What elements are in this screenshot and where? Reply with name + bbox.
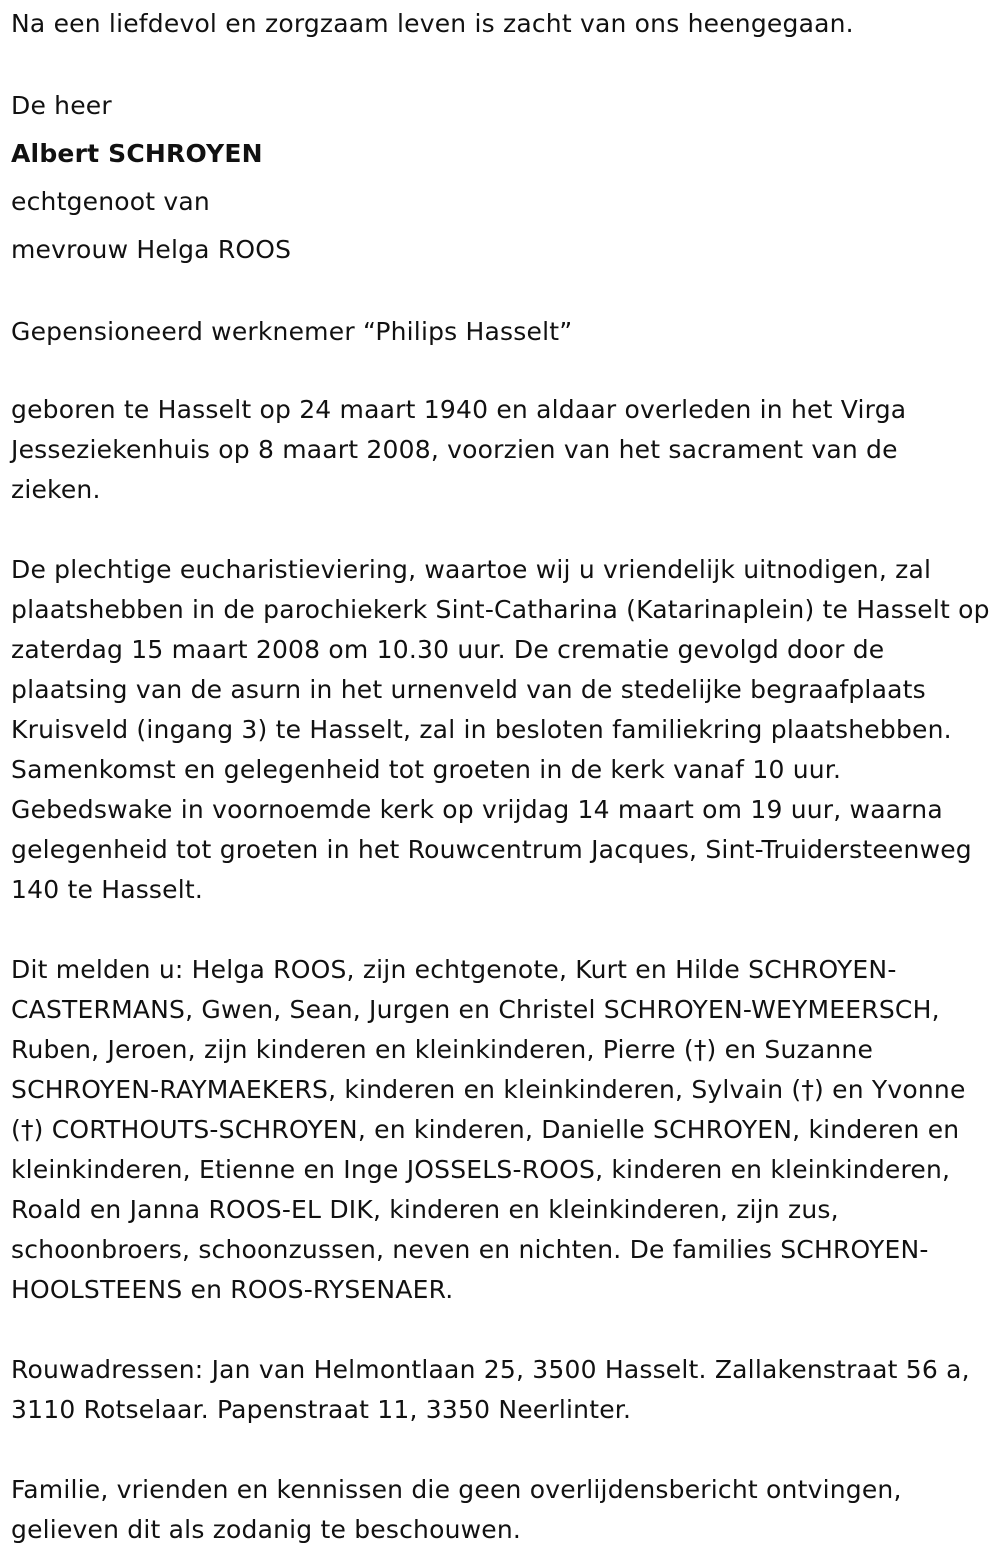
occupation-text: Gepensioneerd werknemer “Philips Hasselt” bbox=[11, 317, 573, 346]
ceremony-paragraph: De plechtige eucharistieviering, waartoe wij u vriendelijk uitnodigen, zal plaatshebben in de parochiekerk Sint-Catharina (Katarinaplein) te Hasselt op zaterdag 15 maart 2008 om 10.30 uur. De crematie gevolgd door de plaatsing van de asurn in het urnenveld van de stedelijke begraafplaats Kruisveld (ingang 3) te Hasselt, zal in besloten familiekring plaatshebben. Samenkomst en gelegenheid tot groeten in de kerk vanaf 10 uur. Gebedswake in voornoemde kerk op vrijdag 14 maart om 19 uur, waarna gelegenheid tot groeten in het Rouwcentrum Jacques, Sint-Truidersteenweg 140 te Hasselt. bbox=[11, 555, 990, 904]
spouse-name: mevrouw Helga ROOS bbox=[11, 235, 292, 264]
closing-paragraph: Familie, vrienden en kennissen die geen overlijdensbericht ontvingen, gelieven dit als zodanig te beschouwen. bbox=[11, 1475, 902, 1544]
salutation: De heer bbox=[11, 91, 112, 120]
announcers-paragraph: Dit melden u: Helga ROOS, zijn echtgenote, Kurt en Hilde SCHROYEN-CASTERMANS, Gwen, Sean, Jurgen en Christel SCHROYEN-WEYMEERSCH, Ruben, Jeroen, zijn kinderen en kleinkinderen, Pierre (†) en Suzanne SCHROYEN-RAYMAEKERS, kinderen en kleinkinderen, Sylvain (†) en Yvonne (†) CORTHOUTS-SCHROYEN, en kinderen, Danielle SCHROYEN, kinderen en kleinkinderen, Etienne en Inge JOSSELS-ROOS, kinderen en kleinkinderen, Roald en Janna ROOS-EL DIK, kinderen en kleinkinderen, zijn zus, schoonbroers, schoonzussen, neven en nichten. De families SCHROYEN-HOOLSTEENS en ROOS-RYSENAER. bbox=[11, 955, 966, 1304]
deceased-name: Albert SCHROYEN bbox=[11, 139, 263, 168]
birth-death-paragraph: geboren te Hasselt op 24 maart 1940 en aldaar overleden in het Virga Jesseziekenhuis op 8 maart 2008, voorzien van het sacrament van de zieken. bbox=[11, 395, 907, 504]
intro-text: Na een liefdevol en zorgzaam leven is zacht van ons heengegaan. bbox=[11, 9, 854, 38]
relation-text: echtgenoot van bbox=[11, 187, 210, 216]
addresses-paragraph: Rouwadressen: Jan van Helmontlaan 25, 3500 Hasselt. Zallakenstraat 56 a, 3110 Rotselaar. Papenstraat 11, 3350 Neerlinter. bbox=[11, 1355, 970, 1424]
